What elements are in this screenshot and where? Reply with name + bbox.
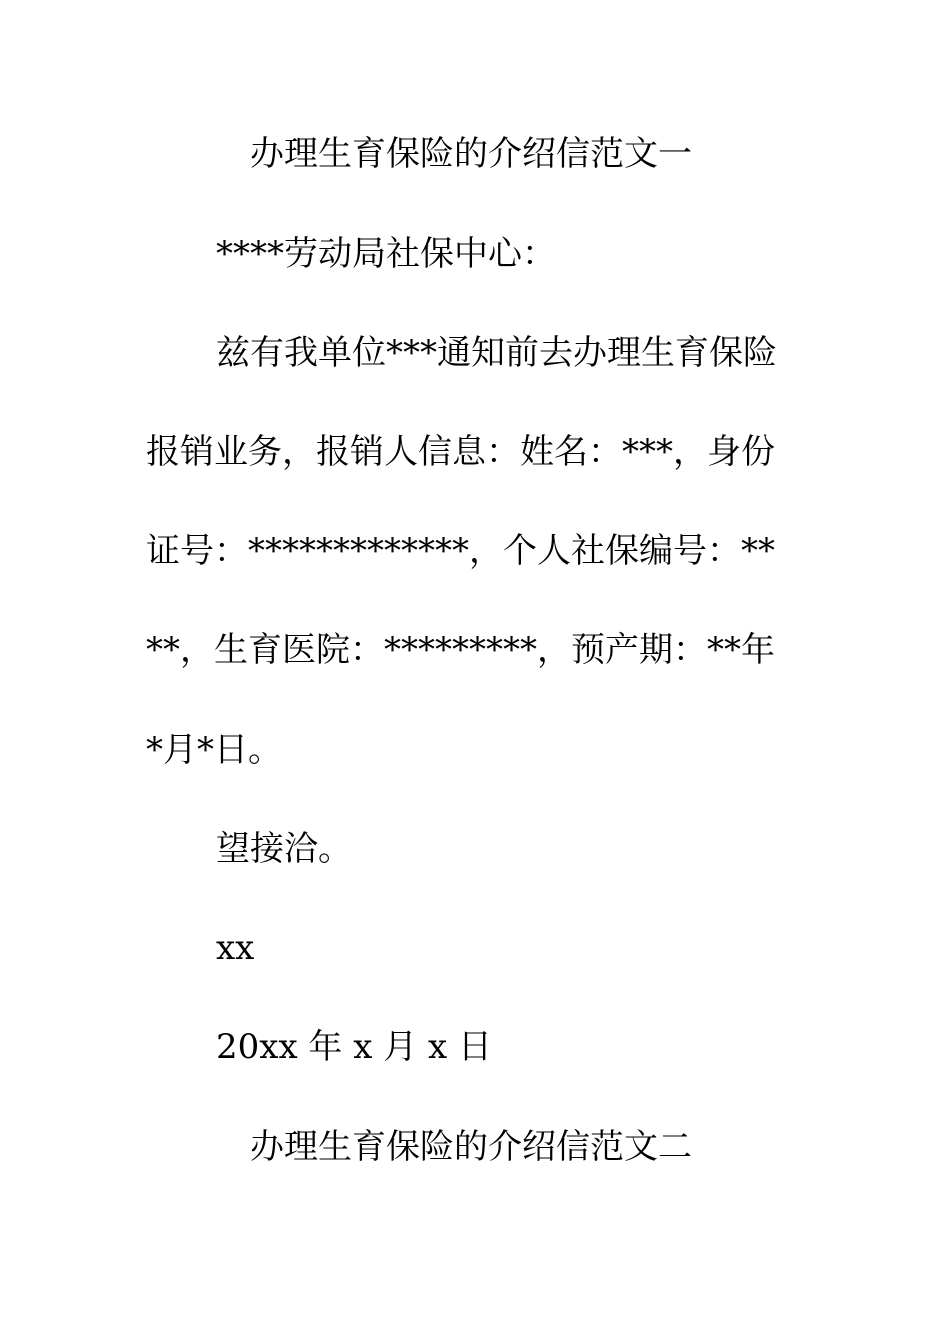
body-line-4: **，生育医院：*********，预产期：**年 [146,630,775,670]
closing: 望接洽。 [216,829,352,869]
salutation: ****劳动局社保中心： [216,234,556,274]
body-line-1: 兹有我单位***通知前去办理生育保险 [216,333,777,373]
letter-1-title: 办理生育保险的介绍信范文一 [250,134,692,174]
signature: xx [216,928,255,968]
letter-2-title: 办理生育保险的介绍信范文二 [250,1127,692,1167]
body-line-5: *月*日。 [146,730,282,770]
body-line-2: 报销业务，报销人信息：姓名：***，身份 [146,432,775,472]
body-line-3: 证号：*************，个人社保编号：** [146,531,775,571]
date: 20xx 年 x 月 x 日 [216,1027,493,1067]
